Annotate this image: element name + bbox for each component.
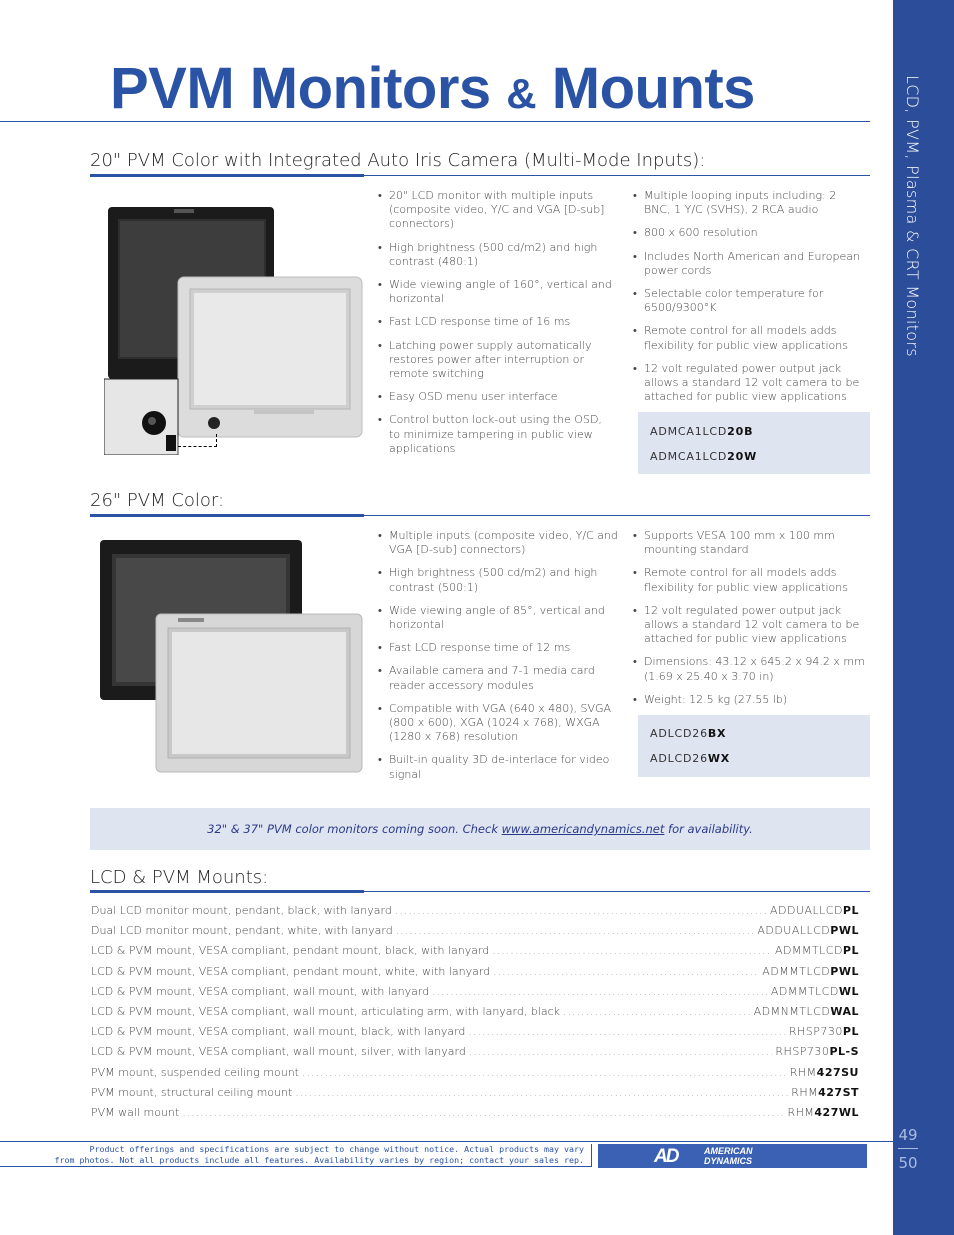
table-row: LCD & PVM mount, VESA compliant, wall mount, articulating arm, with lanyard, black ..... ADMNMTLCDWAL [91, 1005, 859, 1025]
feature-list-26in-col2 [633, 529, 873, 716]
feature-list-20in-col2 [633, 189, 863, 413]
list-item: • High brightness (500 cd/m2) and high contrast (500:1) [378, 566, 618, 594]
logo-mark: AD [654, 1146, 678, 1167]
website-link[interactable]: www.americandynamics.net [501, 822, 665, 836]
mount-price-list [91, 904, 859, 1126]
list-item: • Built-in quality 3D de-interlace for video signal [378, 753, 618, 781]
list-item: • Remote control for all models adds flexibility for public view applications [633, 324, 863, 352]
availability-note: 32" & 37" PVM color monitors coming soon. Check www.americandynamics.net for availability. [90, 808, 870, 850]
page-number-top: 49 [898, 1126, 918, 1144]
section-heading-mounts: LCD & PVM Mounts: [90, 867, 269, 888]
list-item: • 12 volt regulated power output jack allows a standard 12 volt camera to be attached for public view applications [633, 362, 863, 405]
list-item: • Weight: 12.5 kg (27.55 lb) [633, 693, 873, 707]
list-item: • 20" LCD monitor with multiple inputs (composite video, Y/C and VGA [D-sub] connectors) [378, 189, 616, 232]
model-numbers-20in [638, 412, 870, 474]
table-row: LCD & PVM mount, VESA compliant, wall mount, black, with lanyard ..... RHSP730PL [91, 1025, 859, 1045]
model-number: ADLCD26WX [650, 752, 731, 765]
page-number-divider [898, 1148, 918, 1149]
page-number-bottom: 50 [898, 1154, 918, 1172]
callout-dashed-line [178, 434, 217, 447]
table-row: LCD & PVM mount, VESA compliant, pendant mount, black, with lanyard ..... ADMMTLCDPL [91, 944, 859, 964]
list-item: • Multiple inputs (composite video, Y/C and VGA [D-sub] connectors) [378, 529, 618, 557]
logo-wordmark: AMERICAN DYNAMICS [704, 1146, 753, 1166]
list-item: • Wide viewing angle of 160°, vertical and horizontal [378, 278, 616, 306]
model-numbers-26in [638, 715, 870, 777]
table-row: LCD & PVM mount, VESA compliant, wall mount, with lanyard ..... ADMMTLCDWL [91, 985, 859, 1005]
title-part-1: PVM Monitors [110, 56, 491, 121]
footer-rule [0, 1141, 893, 1142]
list-item: • Control button lock-out using the OSD, to minimize tampering in public view applications [378, 413, 616, 456]
page-title [110, 55, 755, 122]
table-row: Dual LCD monitor mount, pendant, white, with lanyard ..... ADDUALLCDPWL [91, 924, 859, 944]
section-rule-thick [90, 514, 364, 517]
sidebar-category-label: LCD, PVM, Plasma & CRT Monitors [903, 75, 922, 357]
table-row: PVM mount, suspended ceiling mount ..... RHM427SU [91, 1066, 859, 1086]
section-rule-thin [364, 891, 870, 892]
product-image-20in-monitor [104, 205, 364, 455]
list-item: • Wide viewing angle of 85°, vertical and horizontal [378, 604, 618, 632]
list-item: • Fast LCD response time of 12 ms [378, 641, 618, 655]
model-number: ADMCA1LCD20B [650, 425, 754, 438]
list-item: • Fast LCD response time of 16 ms [378, 315, 616, 329]
footer-disclaimer: Product offerings and specifications are subject to change without notice. Actual products may vary from photos. Not all products include all features. Availability varies by region; contact your sales rep. [0, 1144, 592, 1167]
feature-list-20in-col1 [378, 189, 616, 465]
list-item: • Remote control for all models adds flexibility for public view applications [633, 566, 873, 594]
table-row: PVM wall mount ..... RHM427WL [91, 1106, 859, 1126]
list-item: • Supports VESA 100 mm x 100 mm mounting standard [633, 529, 873, 557]
section-heading-26in: 26" PVM Color: [90, 490, 225, 511]
section-rule-thick [90, 174, 364, 177]
title-ampersand: & [506, 70, 537, 117]
list-item: • High brightness (500 cd/m2) and high contrast (480:1) [378, 241, 616, 269]
model-number: ADMCA1LCD20W [650, 450, 758, 463]
table-row: LCD & PVM mount, VESA compliant, pendant mount, white, with lanyard ..... ADMMTLCDPWL [91, 965, 859, 985]
section-rule-thin [364, 175, 870, 176]
table-row: PVM mount, structural ceiling mount ..... RHM427ST [91, 1086, 859, 1106]
list-item: • Dimensions: 43.12 x 645.2 x 94.2 x mm (1.69 x 25.40 x 3.70 in) [633, 655, 873, 683]
title-part-2: Mounts [551, 56, 755, 121]
model-number: ADLCD26BX [650, 727, 727, 740]
section-heading-20in: 20" PVM Color with Integrated Auto Iris Camera (Multi-Mode Inputs): [90, 150, 706, 171]
list-item: • Selectable color temperature for 6500/9300°K [633, 287, 863, 315]
list-item: • Includes North American and European power cords [633, 250, 863, 278]
product-image-26in-monitor [98, 538, 364, 774]
list-item: • Multiple looping inputs including: 2 BNC, 1 Y/C (SVHS), 2 RCA audio [633, 189, 863, 217]
section-rule-thin [364, 515, 870, 516]
list-item: • 12 volt regulated power output jack allows a standard 12 volt camera to be attached for public view applications [633, 604, 873, 647]
table-row: Dual LCD monitor mount, pendant, black, with lanyard ..... ADDUALLCDPL [91, 904, 859, 924]
feature-list-26in-col1 [378, 529, 618, 791]
table-row: LCD & PVM mount, VESA compliant, wall mount, silver, with lanyard ..... RHSP730PL-S [91, 1045, 859, 1065]
list-item: • Compatible with VGA (640 x 480), SVGA (800 x 600), XGA (1024 x 768), WXGA (1280 x 768) resolution [378, 702, 618, 745]
list-item: • Available camera and 7-1 media card reader accessory modules [378, 664, 618, 692]
american-dynamics-logo [598, 1144, 867, 1168]
list-item: • Latching power supply automatically restores power after interruption or remote switching [378, 339, 616, 382]
title-rule [0, 121, 870, 122]
list-item: • 800 x 600 resolution [633, 226, 863, 240]
list-item: • Easy OSD menu user interface [378, 390, 616, 404]
section-rule-thick [90, 890, 364, 893]
